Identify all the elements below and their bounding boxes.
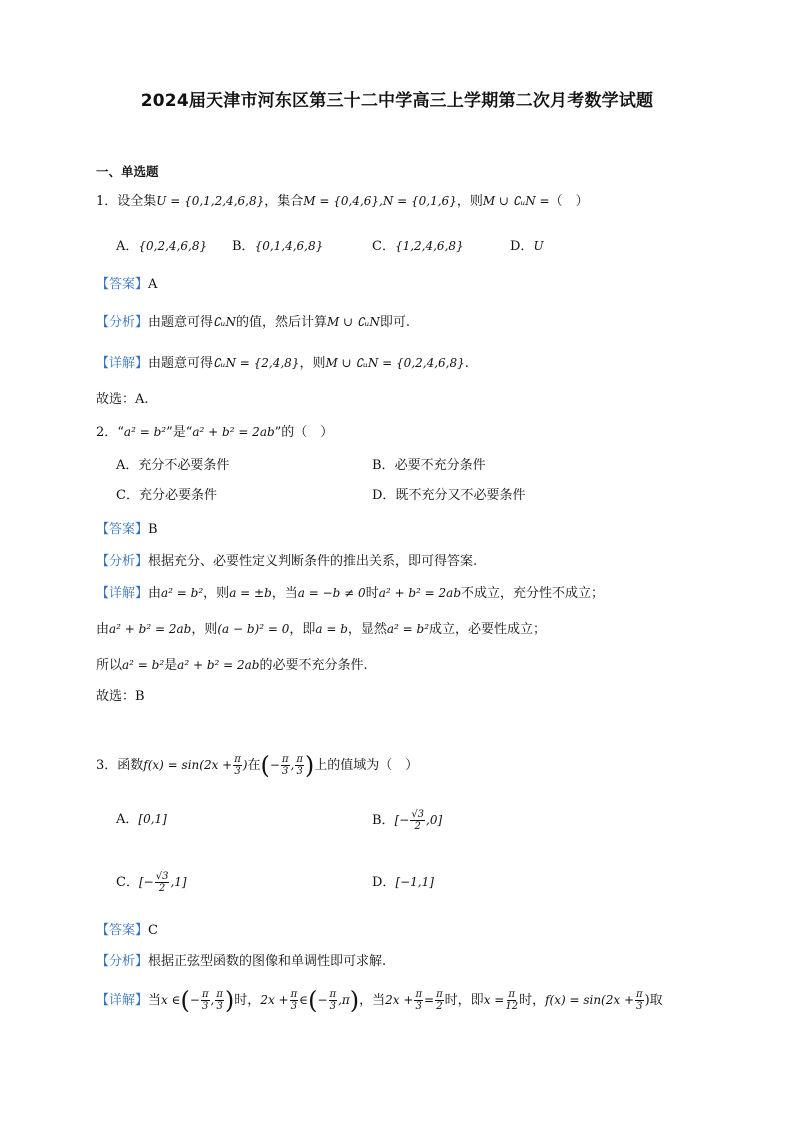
math: a = −b ≠ 0 <box>297 586 366 600</box>
q1-detail <box>96 354 469 373</box>
numerator: π <box>201 989 209 1000</box>
math: a² + b² = 2ab <box>378 586 461 600</box>
fraction <box>215 989 224 1012</box>
math: ∁ᵤN = {2,4,8} <box>213 356 300 370</box>
analysis-tag: 【分析】 <box>96 554 149 569</box>
math: M ∪ ∁ᵤN = {0,2,4,6,8} <box>325 356 465 370</box>
analysis-tag: 【分析】 <box>96 315 149 330</box>
text: 时，即 <box>444 993 484 1008</box>
option-label: D． <box>372 875 396 890</box>
q2-answer <box>96 521 158 539</box>
denominator: 3 <box>290 1001 298 1012</box>
fraction <box>410 809 425 832</box>
q3-analysis <box>96 953 386 971</box>
option-value: {1,2,4,6,8} <box>394 239 464 253</box>
option-value: U <box>533 239 544 253</box>
text: 由 <box>96 622 110 637</box>
fraction <box>505 989 518 1012</box>
math: ∈ <box>299 993 309 1007</box>
denominator: 2 <box>414 821 421 832</box>
q2-detail-line3 <box>96 656 368 675</box>
fraction <box>414 989 423 1012</box>
q2-option-a <box>116 457 229 475</box>
fraction <box>281 754 290 777</box>
q1-stem-mid: ，集合 <box>264 194 304 209</box>
text: 由题意可得 <box>148 315 214 330</box>
fraction <box>329 989 338 1012</box>
math: x ∈ <box>161 993 181 1007</box>
text: ，当 <box>359 993 386 1008</box>
q1-paren: （ ） <box>549 194 589 209</box>
fraction <box>155 871 170 894</box>
text: 由 <box>148 586 162 601</box>
fraction <box>295 754 304 777</box>
text: )取 <box>644 993 663 1008</box>
numerator: π <box>290 989 298 1000</box>
text: . <box>464 356 469 371</box>
q2-option-b <box>372 457 486 475</box>
denominator: 2 <box>436 1001 443 1012</box>
option-value: 既不充分又不必要条件 <box>395 488 526 503</box>
math: ,1] <box>170 875 187 889</box>
math: − <box>317 993 328 1007</box>
text: 当 <box>148 993 162 1008</box>
option-value: 充分必要条件 <box>138 488 217 503</box>
math: a² = b² <box>123 425 167 439</box>
option-value: [−1,1] <box>395 875 434 889</box>
text: 在 <box>247 758 261 773</box>
denominator: 3 <box>282 766 289 777</box>
comma: , <box>290 758 295 772</box>
q1-option-c <box>372 237 464 256</box>
answer-value: C <box>148 923 158 938</box>
math: [− <box>138 875 154 889</box>
math: − <box>189 993 200 1007</box>
numerator: π <box>329 989 337 1000</box>
answer-value: A <box>148 277 158 292</box>
math: = <box>424 993 435 1007</box>
option-label: D． <box>510 239 534 254</box>
math: a² = b² <box>161 586 204 600</box>
text: 不成立，充分性不成立； <box>461 586 605 601</box>
left-paren: ( <box>308 986 318 1015</box>
q1-stem <box>96 192 589 211</box>
option-label: B． <box>232 239 255 254</box>
math: [− <box>394 813 410 827</box>
detail-tag: 【详解】 <box>96 586 149 601</box>
math: f(x) = sin(2x + <box>545 993 635 1007</box>
text: ，显然 <box>347 622 387 637</box>
right-paren: ) <box>224 986 235 1015</box>
denominator: 3 <box>636 1001 643 1012</box>
text: ，即 <box>289 622 316 637</box>
math: a² + b² = 2ab <box>109 622 192 636</box>
q3-option-d <box>372 873 434 892</box>
detail-tag: 【详解】 <box>96 356 149 371</box>
answer-tag: 【答案】 <box>96 923 149 938</box>
option-label: B． <box>372 813 395 828</box>
numerator: π <box>508 989 515 1000</box>
section-heading: 一、单选题 <box>96 164 159 179</box>
math: 2x + <box>260 993 289 1007</box>
fraction <box>290 989 299 1012</box>
q1-set-u: U = {0,1,2,4,6,8} <box>156 194 265 208</box>
detail-tag: 【详解】 <box>96 993 149 1008</box>
page-title: 2024届天津市河东区第三十二中学高三上学期第二次月考数学试题 <box>140 91 654 111</box>
q1-option-a <box>116 237 207 256</box>
denominator: 2 <box>158 883 166 894</box>
q3-option-c <box>116 869 187 896</box>
q1-stem-pre: 1．设全集 <box>96 194 157 209</box>
text: 根据正弦型函数的图像和单调性即可求解. <box>148 954 387 969</box>
option-value: {0,1,4,6,8} <box>254 239 324 253</box>
text: 上的值域为（ ） <box>314 758 419 773</box>
math: x = <box>483 993 505 1007</box>
text: 时， <box>234 993 261 1008</box>
numerator: √3 <box>155 871 169 882</box>
option-value: [0,1] <box>138 812 167 826</box>
q2-detail-line1 <box>96 584 604 603</box>
math: (a − b)² = 0 <box>217 622 290 636</box>
option-label: B． <box>372 458 395 473</box>
text: ，则 <box>203 586 230 601</box>
numerator: π <box>216 989 223 1000</box>
fraction <box>635 989 644 1012</box>
q3-answer <box>96 922 158 940</box>
text: 2．“ <box>96 425 124 440</box>
text: ”的（ ） <box>274 425 334 440</box>
text: ，当 <box>271 586 298 601</box>
text: 即可. <box>379 315 411 330</box>
text: 的必要不充分条件. <box>259 658 368 673</box>
fraction <box>233 754 242 777</box>
denominator: 3 <box>202 1001 209 1012</box>
answer-tag: 【答案】 <box>96 277 149 292</box>
q1-choice: 故选：A. <box>96 392 149 407</box>
math: f(x) = sin(2x + <box>143 758 233 772</box>
q1-stem-tail: ，则 <box>456 194 483 209</box>
comma: , <box>210 993 215 1007</box>
denominator: 3 <box>296 766 303 777</box>
math: a² + b² = 2ab <box>192 425 275 439</box>
math: a² + b² = 2ab <box>177 658 260 672</box>
denominator: 3 <box>415 1001 422 1012</box>
text: 时 <box>365 586 379 601</box>
numerator: π <box>234 754 241 765</box>
fraction <box>201 989 210 1012</box>
math: a² = b² <box>122 658 165 672</box>
option-value: 必要不充分条件 <box>394 458 486 473</box>
option-value: {0,2,4,6,8} <box>138 239 208 253</box>
q3-stem <box>96 752 418 779</box>
text: ，则 <box>191 622 218 637</box>
text: 所以 <box>96 658 123 673</box>
option-value: 充分不必要条件 <box>138 458 230 473</box>
option-label: A． <box>116 458 139 473</box>
math: a = ±b <box>229 586 272 600</box>
option-label: A． <box>116 812 139 827</box>
answer-tag: 【答案】 <box>96 522 149 537</box>
numerator: π <box>436 989 443 1000</box>
right-paren: ) <box>349 986 360 1015</box>
q2-analysis <box>96 553 477 571</box>
numerator: π <box>281 754 289 765</box>
math: ,π <box>338 993 350 1007</box>
left-paren: ( <box>260 751 270 780</box>
option-label: D． <box>372 488 396 503</box>
text: ”是“ <box>166 425 193 440</box>
q2-stem <box>96 423 333 442</box>
q1-expr: M ∪ ∁ᵤN = <box>482 194 550 208</box>
math: a = b <box>315 622 348 636</box>
left-paren: ( <box>180 986 190 1015</box>
q1-answer <box>96 276 157 294</box>
numerator: π <box>296 754 303 765</box>
q3-detail <box>96 987 663 1014</box>
denominator: 12 <box>505 1001 519 1012</box>
text: 是 <box>164 658 178 673</box>
numerator: π <box>636 989 643 1000</box>
q2-detail-line2 <box>96 620 546 639</box>
math: − <box>269 758 280 772</box>
numerator: π <box>415 989 423 1000</box>
denominator: 3 <box>216 1001 223 1012</box>
q1-analysis <box>96 313 410 332</box>
fraction <box>435 989 444 1012</box>
q1-set-mn: M = {0,4,6},N = {0,1,6} <box>303 194 457 208</box>
right-paren: ) <box>304 751 315 780</box>
text: 根据充分、必要性定义判断条件的推出关系，即可得答案. <box>148 554 478 569</box>
q1-option-d <box>510 237 544 256</box>
text: 由题意可得 <box>148 356 214 371</box>
math: 2x + <box>385 993 414 1007</box>
numerator: √3 <box>411 809 425 820</box>
math: M ∪ ∁ᵤN <box>326 315 380 329</box>
math: ) <box>242 758 248 772</box>
q3-option-b <box>372 807 442 834</box>
q3-option-a <box>116 810 167 829</box>
option-label: C． <box>116 488 139 503</box>
text: 时， <box>519 993 546 1008</box>
text: 3．函数 <box>96 758 144 773</box>
text: 成立，必要性成立； <box>429 622 547 637</box>
q2-option-d <box>372 487 525 505</box>
q2-choice: 故选：B <box>96 689 145 704</box>
denominator: 3 <box>329 1001 336 1012</box>
math: ∁ᵤN <box>213 315 236 329</box>
denominator: 3 <box>234 766 241 777</box>
text: ，则 <box>299 356 326 371</box>
math: a² = b² <box>386 622 430 636</box>
math: ,0] <box>426 813 443 827</box>
analysis-tag: 【分析】 <box>96 954 149 969</box>
option-label: C． <box>116 875 139 890</box>
q2-option-c <box>116 487 217 505</box>
text: 的值，然后计算 <box>235 315 327 330</box>
option-label: C． <box>372 239 395 254</box>
answer-value: B <box>148 522 158 537</box>
q1-option-b <box>232 237 323 256</box>
option-label: A． <box>116 239 139 254</box>
